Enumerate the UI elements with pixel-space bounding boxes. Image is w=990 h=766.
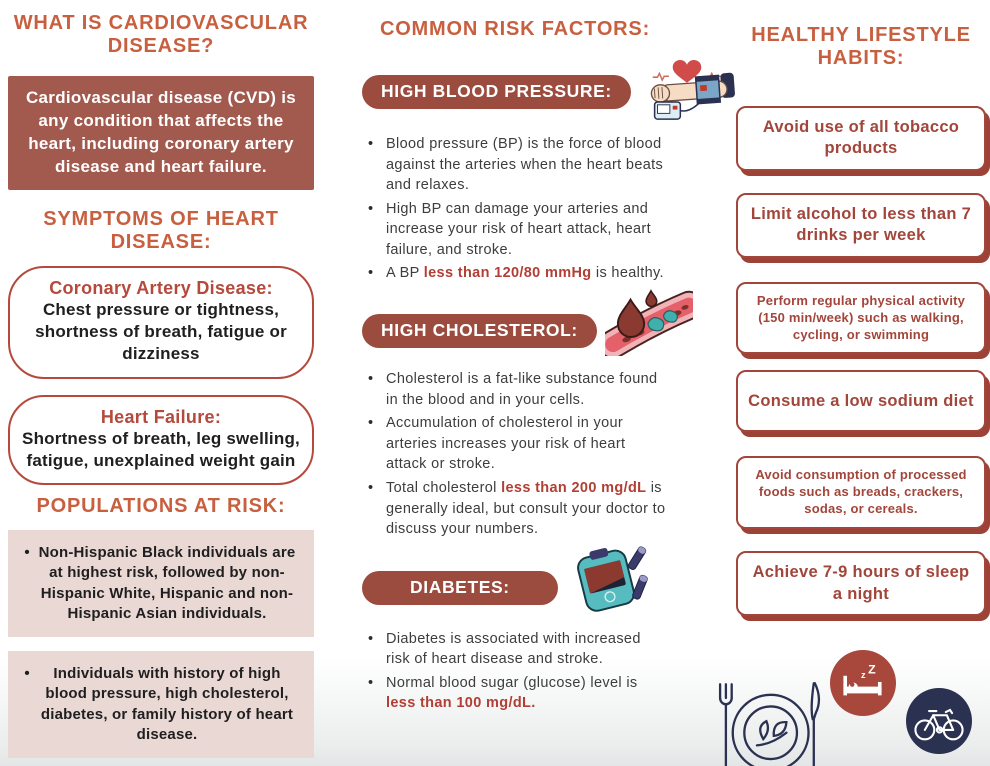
- what-is-cvd-title: WHAT IS CARDIOVASCULAR DISEASE?: [13, 12, 309, 57]
- habit-box-sodium: Consume a low sodium diet: [736, 370, 986, 432]
- risk-bullet: • Cholesterol is a fat-like substance found in the blood and in your cells.: [366, 369, 668, 410]
- risk-factors-title: COMMON RISK FACTORS:: [379, 18, 651, 40]
- diabetes-badge: DIABETES:: [362, 571, 558, 605]
- badge-row: [362, 556, 668, 621]
- risk-bullet: • Total cholesterol less than 200 mg/dL is generally ideal, but consult your doctor to discuss your numbers.: [366, 478, 668, 540]
- healthy-plate-icon: [712, 678, 824, 766]
- risk-bullet: • Diabetes is associated with increased risk of heart disease and stroke.: [366, 629, 668, 670]
- left-column: [8, 12, 314, 758]
- cvd-definition-box: Cardiovascular disease (CVD) is any condition that affects the heart, including coronary artery disease and heart failure.: [8, 76, 314, 190]
- habit-box-alcohol: Limit alcohol to less than 7 drinks per week: [736, 193, 986, 258]
- risk-bullet: • Blood pressure (BP) is the force of blood against the arteries when the heart beats and relaxes.: [366, 134, 668, 196]
- coronary-artery-disease-card: [8, 266, 314, 379]
- habit-box-processed-foods: Avoid consumption of processed foods such as breads, crackers, sodas, or cereals.: [736, 456, 986, 529]
- card-heading: Coronary Artery Disease:: [49, 277, 273, 298]
- population-text: Individuals with history of high blood pressure, high cholesterol, diabetes, or family history of heart disease.: [40, 665, 294, 743]
- right-column: [736, 24, 986, 616]
- high-blood-pressure-badge: HIGH BLOOD PRESSURE:: [362, 75, 631, 109]
- card-body: Chest pressure or tightness, shortness of breath, fatigue or dizziness: [35, 300, 287, 364]
- risk-bullet: • A BP less than 120/80 mmHg is healthy.: [366, 263, 668, 284]
- habit-box-sleep: Achieve 7-9 hours of sleep a night: [736, 551, 986, 616]
- habit-box-tobacco: Avoid use of all tobacco products: [736, 106, 986, 171]
- risk-bullet-list: [362, 134, 668, 284]
- risk-bullet-list: [362, 629, 668, 714]
- risk-bullet-list: [362, 369, 668, 540]
- badge-row: [362, 57, 668, 126]
- glucose-meter-icon: [566, 540, 650, 621]
- population-text: Non-Hispanic Black individuals are at highest risk, followed by non-Hispanic White, Hispanic and non-Hispanic Asian individuals.: [38, 544, 296, 622]
- healthy-habits-title: HEALTHY LIFESTYLE HABITS:: [751, 24, 971, 69]
- high-cholesterol-badge: HIGH CHOLESTEROL:: [362, 314, 597, 348]
- diabetes-section: [362, 556, 668, 714]
- risk-bullet: • Normal blood sugar (glucose) level is less than 100 mg/dL.: [366, 673, 668, 714]
- populations-title: POPULATIONS AT RISK:: [36, 495, 286, 518]
- sleep-zz-text: z: [860, 669, 866, 680]
- card-body: Shortness of breath, leg swelling, fatigue, unexplained weight gain: [22, 429, 300, 471]
- risk-bullet: • Accumulation of cholesterol in your arteries increases your risk of heart attack or stroke.: [366, 413, 668, 475]
- bullet-dot: •: [24, 665, 30, 683]
- high-blood-pressure-section: [362, 57, 668, 284]
- middle-column: [362, 18, 668, 717]
- habit-box-physical-activity: Perform regular physical activity (150 min/week) such as walking, cycling, or swimming: [736, 282, 986, 355]
- sleep-icon: [830, 650, 896, 721]
- risk-bullet: • High BP can damage your arteries and increase your risk of heart attack, heart failure, and stroke.: [366, 199, 668, 261]
- blood-pressure-cuff-icon: [639, 41, 735, 126]
- svg-text:Z: Z: [868, 662, 876, 677]
- badge-row: [362, 300, 668, 361]
- clogged-artery-icon: [605, 284, 693, 361]
- high-cholesterol-section: [362, 300, 668, 540]
- population-risk-item: [8, 530, 314, 637]
- bullet-dot: •: [24, 544, 30, 562]
- symptoms-title: SYMPTOMS OF HEART DISEASE:: [43, 207, 279, 253]
- bicycle-icon: [906, 688, 972, 759]
- population-risk-item: [8, 651, 314, 758]
- card-heading: Heart Failure:: [100, 406, 222, 427]
- heart-failure-card: [8, 395, 314, 486]
